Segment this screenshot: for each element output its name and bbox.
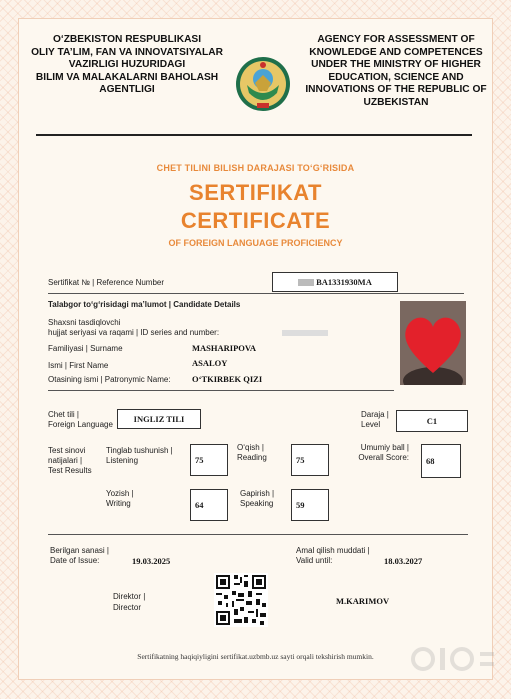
redaction-mark [298,279,314,286]
watermark-logo-icon [410,646,498,672]
header-en-line: EDUCATION, SCIENCE AND [328,71,464,83]
director-label-2: Director [113,603,142,612]
header-divider [36,134,472,136]
results-label-line: Test Results [48,466,92,475]
reference-label: Sertifikat № | Reference Number [48,278,165,287]
reading-label-line: Reading [237,453,267,462]
reference-underline [48,293,464,294]
header-en-line: AGENCY FOR ASSESSMENT OF [317,34,475,45]
language-value: INGLIZ TILI [117,409,201,429]
listening-score: 75 [190,444,228,476]
results-label-line: Test sinovi [48,446,86,455]
header-uz-line: AGENTLIGI [99,84,155,95]
title-en: CERTIFICATE [180,208,331,233]
results-label-line: natijalari | [48,456,83,465]
reference-number [272,272,398,292]
header-uz [22,34,232,97]
overall-label [353,443,409,463]
issue-date: 19.03.2025 [132,556,171,566]
candidate-section-label: Talabgor to‘g‘risidagi ma’lumot | Candidate Details [48,300,241,309]
speaking-label-line: Speaking [240,499,274,508]
valid-date: 18.03.2027 [384,556,423,566]
footer-note: Sertifikatning haqiqiyligini sertifikat.uzbmb.uz sayti orqali tekshirish mumkin. [137,652,374,661]
results-label [48,446,92,476]
id-label-1: Shaxsni tasdiqlovchi [48,318,121,327]
director-name: M.KARIMOV [336,596,390,606]
level-value: C1 [396,410,468,432]
header-uz-line: O‘ZBEKISTON RESPUBLIKASI [52,34,202,45]
first-name-label: Ismi | First Name [48,361,109,370]
director-label-1: Direktor | [113,592,146,601]
overall-label-line: Overall Score: [358,453,409,462]
reading-label [237,443,267,463]
level-label-1: Daraja | [361,410,389,419]
photo-heart-icon [400,301,466,385]
header-en-line: UNDER THE MINISTRY OF HIGHER [311,59,481,70]
issue-label-1: Berilgan sanasi | [50,546,109,555]
language-label-1: Chet tili | [48,410,79,419]
issue-label-2: Date of Issue: [50,556,100,565]
speaking-label-line: Gapirish | [240,489,275,498]
surname-label: Familiyasi | Surname [48,344,123,353]
patronymic-value: O‘TKIRBEK QIZI [192,374,263,384]
header-en [296,34,496,109]
candidate-photo [400,301,466,385]
listening-label [106,446,173,466]
state-emblem-icon [233,55,293,113]
writing-score: 64 [190,489,228,521]
qr-code-icon [214,573,268,627]
writing-label [106,489,134,509]
first-name-value: ASALOY [192,358,228,368]
id-redaction [282,330,328,336]
header-uz-line: VAZIRLIGI HUZURIDAGI [68,59,186,70]
language-label-2: Foreign Language [48,420,113,429]
header-en-line: KNOWLEDGE AND COMPETENCES [309,46,483,58]
speaking-score: 59 [291,489,329,521]
writing-label-line: Writing [106,499,131,508]
title-uz: SERTIFIKAT [189,180,322,205]
reference-value: BA1331930MA [316,277,372,287]
results-underline [48,534,468,535]
header-en-line: INNOVATIONS OF THE REPUBLIC OF [305,84,487,95]
valid-label-2: Valid until: [296,556,333,565]
patronymic-label: Otasining ismi | Patronymic Name: [48,375,171,384]
header-uz-line: OLIY TA’LIM, FAN VA INNOVATSIYALAR [31,46,223,58]
overall-label-line: Umumiy ball | [360,443,409,452]
listening-label-line: Tinglab tushunish | [106,446,173,455]
speaking-label [240,489,274,509]
writing-label-line: Yozish | [106,489,134,498]
candidate-underline [48,390,394,391]
reading-score: 75 [291,444,329,476]
subtitle-uz: CHET TILINI BILISH DARAJASI TO‘G‘RISIDA [156,163,355,173]
reading-label-line: O‘qish | [237,443,264,452]
valid-label-1: Amal qilish muddati | [296,546,370,555]
header-uz-line: BILIM VA MALAKALARNI BAHOLASH [35,71,219,83]
subtitle-en: OF FOREIGN LANGUAGE PROFICIENCY [168,238,343,248]
overall-score: 68 [421,444,461,478]
id-label-2: hujjat seriyasi va raqami | ID series and number: [48,328,220,337]
listening-label-line: Listening [106,456,139,465]
level-label-2: Level [361,420,381,429]
header-en-line: UZBEKISTAN [363,96,429,108]
surname-value: MASHARIPOVA [192,343,257,353]
